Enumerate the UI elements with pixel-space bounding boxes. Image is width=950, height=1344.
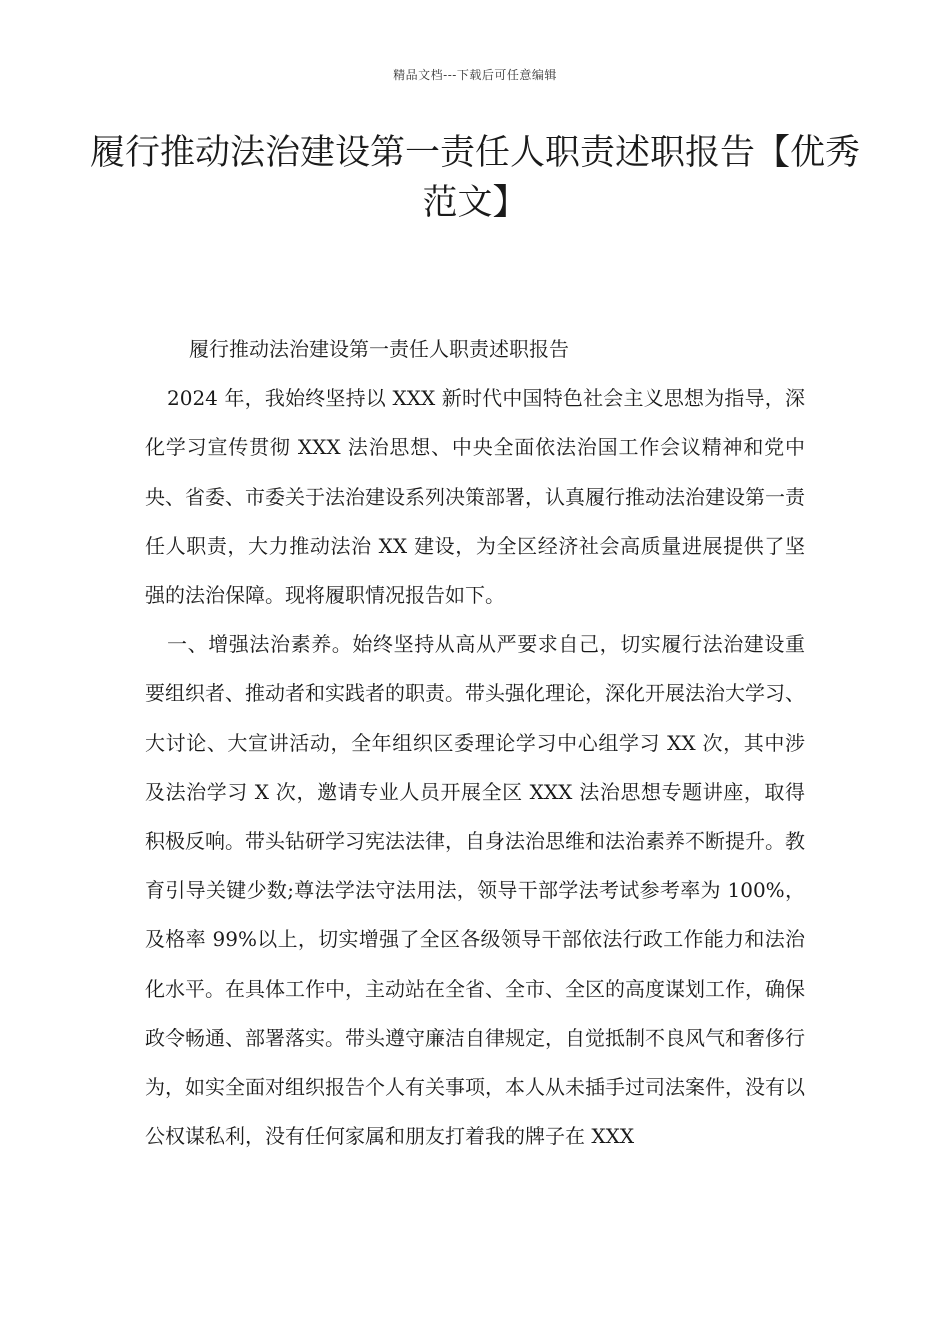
paragraph-section-one: 一、增强法治素养。始终坚持从高从严要求自己，切实履行法治建设重要组织者、推动者和实践者的职责。带头强化理论，深化开展法治大学习、大讨论、大宣讲活动，全年组织区委理论学习中心组学习 XX 次，其中涉及法治学习 X 次，邀请专业人员开展全区 XXX 法治思想专题讲座，取得积极反响。带头钻研学习宪法法律，自身法治思维和法治素养不断提升。教育引导关键少数;尊法学法守法用法，领导干部学法考试参考率为 100%，及格率 99%以上，切实增强了全区各级领导干部依法行政工作能力和法治化水平。在具体工作中，主动站在全省、全市、全区的高度谋划工作，确保政令畅通、部署落实。带头遵守廉洁自律规定，自觉抵制不良风气和奢侈行为，如实全面对组织报告个人有关事项，本人从未插手过司法案件，没有以公权谋私利，没有任何家属和朋友打着我的牌子在 XXX xyxy=(145,632,805,1149)
document-subtitle: 履行推动法治建设第一责任人职责述职报告 xyxy=(189,337,569,361)
document-title: 履行推动法治建设第一责任人职责述职报告【优秀范文】 xyxy=(89,133,860,223)
document-body xyxy=(145,325,805,1161)
header-note: 精品文档---下载后可任意编辑 xyxy=(393,68,557,82)
paragraph-intro: 2024 年，我始终坚持以 XXX 新时代中国特色社会主义思想为指导，深化学习宣传贯彻 XXX 法治思想、中央全面依法治国工作会议精神和党中央、省委、市委关于法治建设系列决策部署，认真履行推动法治建设第一责任人职责，大力推动法治 XX 建设，为全区经济社会高质量进展提供了坚强的法治保障。现将履职情况报告如下。 xyxy=(145,386,805,608)
